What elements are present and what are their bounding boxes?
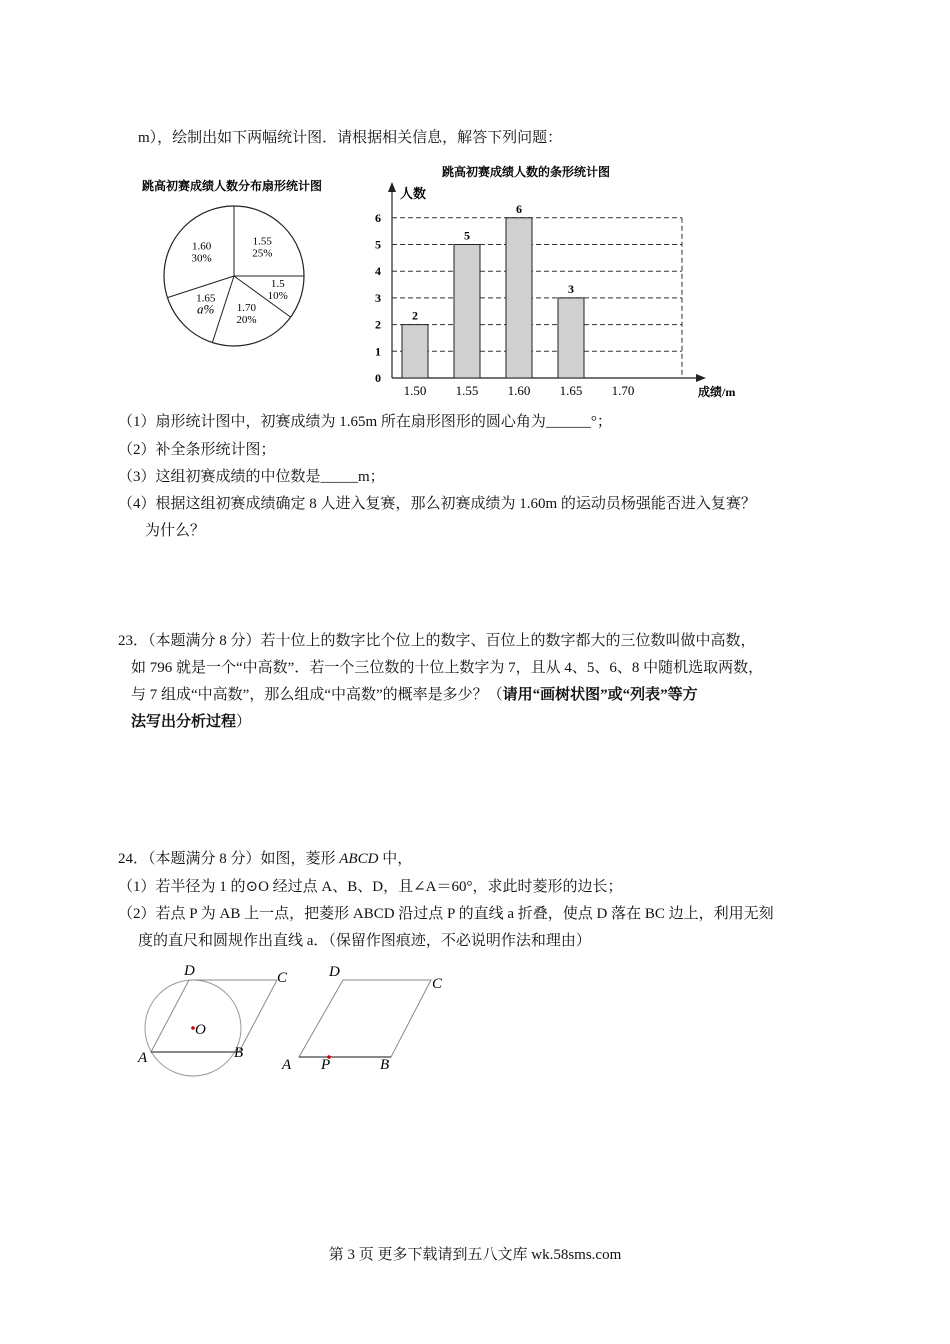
q24-part2-line2: 度的直尺和圆规作出直线 a．（保留作图痕迹，不必说明作法和理由） (138, 933, 591, 949)
x-tick-label: 1.50 (403, 383, 427, 398)
y-tick-label: 2 (375, 317, 381, 332)
q23-line4 (131, 712, 251, 732)
figure2-label-d: D (329, 964, 340, 980)
bar (558, 298, 584, 378)
q22-part3: （3）这组初赛成绩的中位数是_____m； (118, 469, 385, 485)
pie-slice-percent: 10% (267, 290, 288, 303)
pie-slice-percent: a% (197, 301, 215, 317)
figure1-label-c: C (277, 970, 288, 986)
q23-line1: 23．（本题满分 8 分）若十位上的数字比个位上的数字、百位上的数字都大的三位数叫做中高数， (118, 633, 756, 649)
pie-slice-label: 1.5 (270, 278, 285, 291)
bar (454, 245, 480, 379)
bar (402, 325, 428, 378)
y-tick-label: 4 (375, 264, 381, 279)
x-tick-label: 1.55 (455, 383, 479, 398)
q23-line3-text: 与 7 组成“中高数”，那么组成“中高数”的概率是多少？（ (131, 687, 503, 703)
figure2-label-a: A (282, 1057, 292, 1073)
figure2-rhombus (276, 958, 456, 1088)
bar-chart-ylabel: 人数 (400, 186, 427, 201)
page-footer: 第 3 页 更多下载请到五八文库 wk.58sms.com (328, 1247, 622, 1263)
bar-chart (362, 160, 762, 400)
q24-heading (118, 849, 412, 869)
q23-line4-emphasis: 法写出分析过程 (131, 714, 237, 730)
pie-slice-label: 1.55 (252, 235, 272, 248)
x-tick-label: 1.60 (507, 383, 531, 398)
bar-chart-xlabel: 成绩/m (698, 385, 736, 399)
figure2-label-c: C (432, 976, 443, 992)
figure2-label-p: P (321, 1057, 331, 1073)
bar (506, 218, 532, 378)
q22-part4-line2: 为什么？ (145, 523, 206, 539)
pie-slice-label: 1.60 (191, 240, 212, 253)
q24-heading-text: 24．（本题满分 8 分）如图，菱形 (118, 851, 340, 867)
figure1-label-o: O (195, 1022, 206, 1038)
q22-part2: （2）补全条形统计图； (118, 442, 276, 458)
bar-value-label: 5 (464, 228, 470, 243)
q22-part4-line1: （4）根据这组初赛成绩确定 8 人进入复赛，那么初赛成绩为 1.60m 的运动员杨强能否进入复赛？ (118, 496, 756, 512)
y-axis-arrow (388, 182, 396, 192)
q24-part2-line1: （2）若点 P 为 AB 上一点，把菱形 ABCD 沿过点 P 的直线 a 折叠，使点 D 落在 BC 边上，利用无刻 (118, 906, 774, 922)
bar-value-label: 2 (412, 308, 418, 323)
pie-slice-label: 1.70 (236, 302, 257, 314)
pie-slice-percent: 30% (191, 252, 212, 265)
x-tick-label: 1.70 (611, 383, 635, 398)
q23-line3 (131, 685, 698, 705)
y-tick-label: 1 (375, 344, 381, 359)
q22-part1: （1）扇形统计图中，初赛成绩为 1.65m 所在扇形图形的圆心角为______°； (118, 414, 612, 430)
q23-line3-emphasis: 请用“画树状图”或“列表”等方 (502, 687, 698, 703)
pie-chart (140, 174, 340, 364)
q24-heading-italic: ABCD (339, 851, 379, 867)
figure1-label-d: D (184, 963, 195, 979)
figure1-label-a: A (138, 1050, 148, 1066)
pie-slice-percent: 20% (236, 314, 257, 326)
bar-value-label: 6 (516, 201, 522, 216)
pie-chart-title: 跳高初赛成绩人数分布扇形统计图 (142, 179, 323, 193)
q24-part1: （1）若半径为 1 的⊙O 经过点 A、B、D，且∠A＝60°，求此时菱形的边长； (118, 879, 623, 895)
y-tick-label: 5 (375, 237, 381, 252)
intro-line: m），绘制出如下两幅统计图．请根据相关信息，解答下列问题： (138, 130, 563, 146)
figure1-rhombus (151, 980, 277, 1052)
y-tick-label: 3 (375, 290, 381, 305)
bar-chart-title: 跳高初赛成绩人数的条形统计图 (442, 165, 611, 179)
pie-slice-label: 1.65 (196, 292, 216, 305)
x-tick-label: 1.65 (559, 383, 583, 398)
figure2-label-b: B (380, 1057, 390, 1073)
q23-line4-end: ） (236, 714, 252, 730)
bar-value-label: 3 (568, 281, 574, 296)
y-tick-label: 0 (375, 371, 381, 385)
figure2-rhombus-shape (299, 980, 431, 1057)
q24-heading-end: 中， (378, 851, 413, 867)
x-axis-arrow (696, 374, 706, 382)
y-tick-label: 6 (375, 210, 381, 225)
figure1-label-b: B (234, 1045, 244, 1061)
pie-slice-percent: 25% (252, 247, 273, 260)
q23-line2: 如 796 就是一个“中高数”．若一个三位数的十位上数字为 7，且从 4、5、6、8 中随机选取两数， (131, 660, 764, 676)
